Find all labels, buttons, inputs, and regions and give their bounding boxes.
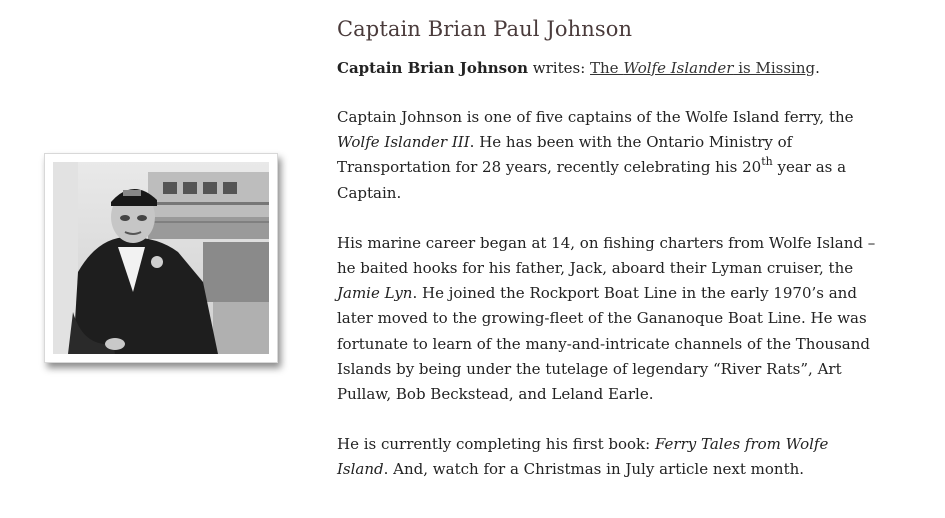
p2-boat-name: Jamie Lyn <box>337 284 413 303</box>
author-photo <box>44 153 278 363</box>
paragraph-intro <box>337 105 877 206</box>
paragraph-book <box>337 432 877 482</box>
byline-text: writes: <box>528 59 591 77</box>
p3-text-c: . And, watch for a Christmas in July article next month. <box>383 460 805 479</box>
captain-photo-image <box>53 162 269 354</box>
paragraph-career <box>337 231 877 407</box>
p1-text-d: year as a Captain. <box>337 158 847 202</box>
byline-end: . <box>815 59 820 77</box>
p1-ferry-name: Wolfe Islander III <box>337 133 470 152</box>
article-link[interactable] <box>590 59 815 77</box>
article-content <box>337 14 877 483</box>
p2-text-c: . He joined the Rockport Boat Line in the early 1970’s and later moved to the growing-fleet of the Gananoque Boat Line. He was fortunate to learn of the many-and-intricate channels of the Thousand Islands by being under the tutelage of legendary “River Rats”, Art Pullaw, Bob Beckstead, and Leland Earle. <box>337 284 870 404</box>
article-link-prefix: The <box>590 59 624 77</box>
p1-text-a: Captain Johnson is one of five captains of the Wolfe Island ferry, the <box>337 108 854 126</box>
p1-ordinal-suffix: th <box>761 155 773 169</box>
article-link-suffix: is Missing <box>733 59 816 77</box>
p3-book-title: Ferry Tales from Wolfe Island <box>337 435 829 479</box>
p2-text-a: His marine career began at 14, on fishing charters from Wolfe Island – he baited hooks for his father, Jack, aboard their Lyman cruiser, the <box>337 233 876 278</box>
article-title: Captain Brian Paul Johnson <box>337 17 633 41</box>
byline <box>337 56 877 80</box>
article-link-italic: Wolfe Islander <box>623 59 734 77</box>
p1-text-c: . He has been with the Ontario Ministry of Transportation for 28 years, recently celebrating his 20 <box>337 133 793 177</box>
author-name: Captain Brian Johnson <box>337 59 529 77</box>
p3-text-a: He is currently completing his first book: <box>337 435 655 454</box>
